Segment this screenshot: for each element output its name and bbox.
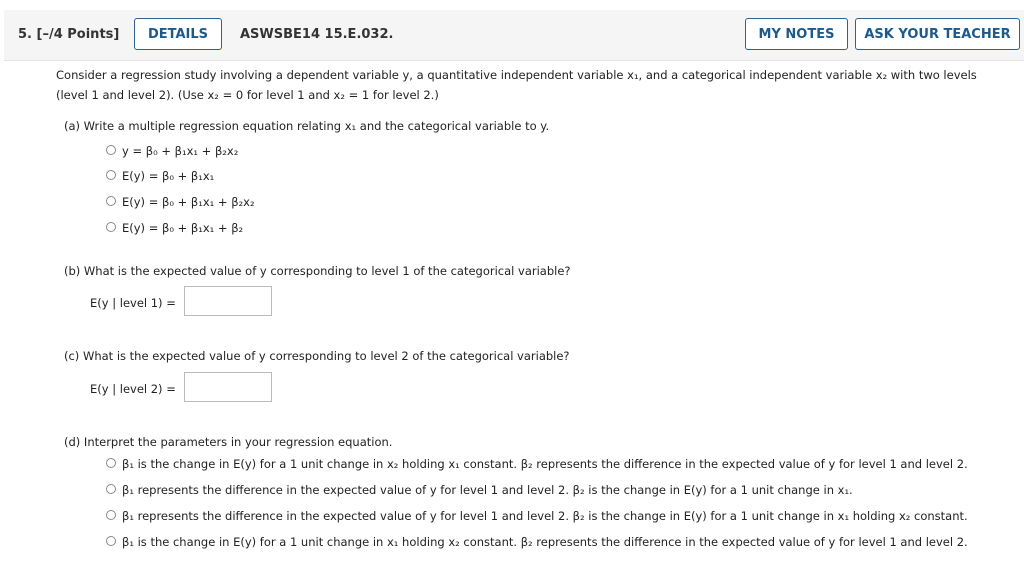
question-code: ASWSBE14 15.E.032. <box>240 27 394 42</box>
ask-your-teacher-button[interactable]: ASK YOUR TEACHER <box>855 18 1020 50</box>
radio-d-2[interactable] <box>106 484 116 494</box>
part-c-answer-input[interactable] <box>184 372 272 402</box>
part-b-question: (b) What is the expected value of y corresponding to level 1 of the categorical variable? <box>64 264 571 278</box>
radio-d-4[interactable] <box>106 536 116 546</box>
part-c-label: E(y | level 2) = <box>90 382 176 396</box>
my-notes-button[interactable]: MY NOTES <box>745 18 848 50</box>
radio-a-3[interactable] <box>106 196 116 206</box>
question-header <box>4 10 1024 61</box>
radio-a-1[interactable] <box>106 145 116 155</box>
radio-a-4[interactable] <box>106 222 116 232</box>
option-d-2: β₁ represents the difference in the expected value of y for level 1 and level 2. β₂ is the change in E(y) for a 1 unit change in x₁. <box>122 483 853 497</box>
option-d-3: β₁ represents the difference in the expected value of y for level 1 and level 2. β₂ is the change in E(y) for a 1 unit change in x₁ holding x₂ constant. <box>122 509 968 523</box>
part-d-question: (d) Interpret the parameters in your regression equation. <box>64 435 393 449</box>
details-button[interactable]: DETAILS <box>134 18 222 50</box>
question-points: 5. [–/4 Points] <box>18 27 120 42</box>
option-d-1: β₁ is the change in E(y) for a 1 unit change in x₂ holding x₁ constant. β₂ represents the difference in the expected value of y for level 1 and level 2. <box>122 457 968 471</box>
part-b-answer-input[interactable] <box>184 286 272 316</box>
radio-d-1[interactable] <box>106 458 116 468</box>
part-c-question: (c) What is the expected value of y corresponding to level 2 of the categorical variable? <box>64 349 570 363</box>
part-a-question: (a) Write a multiple regression equation relating x₁ and the categorical variable to y. <box>64 119 550 133</box>
intro-line-1: Consider a regression study involving a dependent variable y, a quantitative independent variable x₁, and a categorical independent variable x₂ with two levels <box>56 68 977 82</box>
option-d-4: β₁ is the change in E(y) for a 1 unit change in x₁ holding x₂ constant. β₂ represents the difference in the expected value of y for level 1 and level 2. <box>122 535 968 549</box>
intro-line-2: (level 1 and level 2). (Use x₂ = 0 for level 1 and x₂ = 1 for level 2.) <box>56 88 439 102</box>
option-a-1: y = β₀ + β₁x₁ + β₂x₂ <box>122 144 239 158</box>
radio-a-2[interactable] <box>106 170 116 180</box>
part-b-label: E(y | level 1) = <box>90 296 176 310</box>
option-a-2: E(y) = β₀ + β₁x₁ <box>122 169 215 183</box>
option-a-3: E(y) = β₀ + β₁x₁ + β₂x₂ <box>122 195 255 209</box>
option-a-4: E(y) = β₀ + β₁x₁ + β₂ <box>122 221 244 235</box>
radio-d-3[interactable] <box>106 510 116 520</box>
